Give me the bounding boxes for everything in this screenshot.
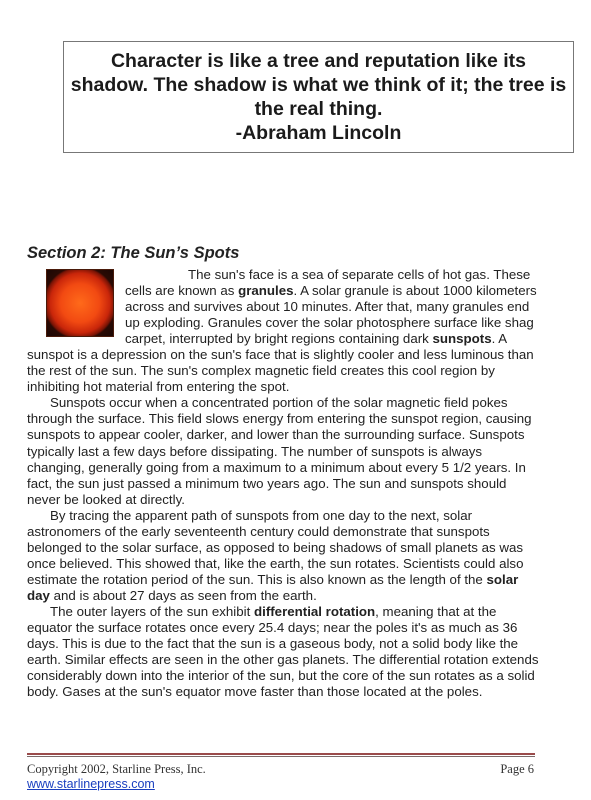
- quote-text: Character is like a tree and reputation like its shadow. The shadow is what we think of it; the tree is the real thing.: [70, 50, 567, 120]
- footer-rule-thin: [27, 756, 535, 757]
- quote-author: -Abraham Lincoln: [235, 122, 402, 144]
- page-number: Page 6: [500, 762, 534, 776]
- footer-rule: [27, 753, 535, 755]
- p1-text-a: The sun's face is a sea of separate cells of hot gas. These cells are known as: [125, 267, 531, 299]
- quote-inner: [64, 49, 573, 145]
- p3-text-c: and is about 27 days as seen from the earth.: [49, 587, 317, 603]
- term-sunspots: sunspots: [432, 331, 492, 347]
- p3-text-a: By tracing the apparent path of sunspots from one day to the next, solar astronomers of the early seventeenth century could demonstrate that sunspots belonged to the solar surface, as opposed to being shadows of small planets as was once believed. This showed that, like the earth, the sun rotates. Scientists could also estimate the rotation period of the sun. This is also known as the length of the: [27, 507, 524, 587]
- footer-website-link[interactable]: www.starlinepress.com: [27, 777, 155, 791]
- term-granules: granules: [238, 283, 294, 299]
- term-solar-day: solar day: [27, 571, 519, 603]
- p4-text-a: The outer layers of the sun exhibit: [50, 603, 254, 619]
- p1-text-e: . A sunspot is a depression on the sun's face that is slightly cooler and less luminous than the rest of the sun. The sun's complex magnetic field creates this cool region by inhibiting hot material from entering the spot.: [27, 331, 534, 395]
- sun-image: [46, 269, 114, 337]
- term-differential-rotation: differential rotation: [254, 603, 376, 619]
- paragraph-rotation: [27, 508, 541, 604]
- p1-text-c: . A solar granule is about 1000 kilometers across and survives about 10 minutes. After that, many granules end up exploding. Granules cover the solar photosphere surface like shag carpet, interrupted by bright regions containing dark: [125, 283, 537, 347]
- paragraph-sunspots: Sunspots occur when a concentrated portion of the solar magnetic field pokes through the surface. This field slows energy from entering the sunspot region, causing sunspots to appear cooler, darker, and lower than the surrounding surface. Sunspots typically last a few days before dissipating. The number of sunspots is always changing, generally going from a maximum to a minimum about every 5 1/2 years. In fact, the sun just passed a minimum two years ago. The sun and sunspots should never be looked at directly.: [27, 395, 532, 507]
- p4-text-c: , meaning that at the equator the surface rotates once every 25.4 days; near the poles it's as much as 36 days. This is due to the fact that the sun is a gaseous body, not a solid body like the earth. Similar effects are seen in the other gas planets. The differential rotation extends considerably down into the interior of the sun, but the core of the sun rotates as a solid body. Gases at the sun's equator move faster than those located at the poles.: [27, 603, 539, 700]
- paragraph-differential-rotation: [27, 604, 541, 700]
- footer-copyright: Copyright 2002, Starline Press, Inc.: [27, 762, 206, 776]
- section-content: [27, 267, 541, 700]
- quote-box: [63, 41, 574, 153]
- section-title: Section 2: The Sun’s Spots: [27, 244, 240, 262]
